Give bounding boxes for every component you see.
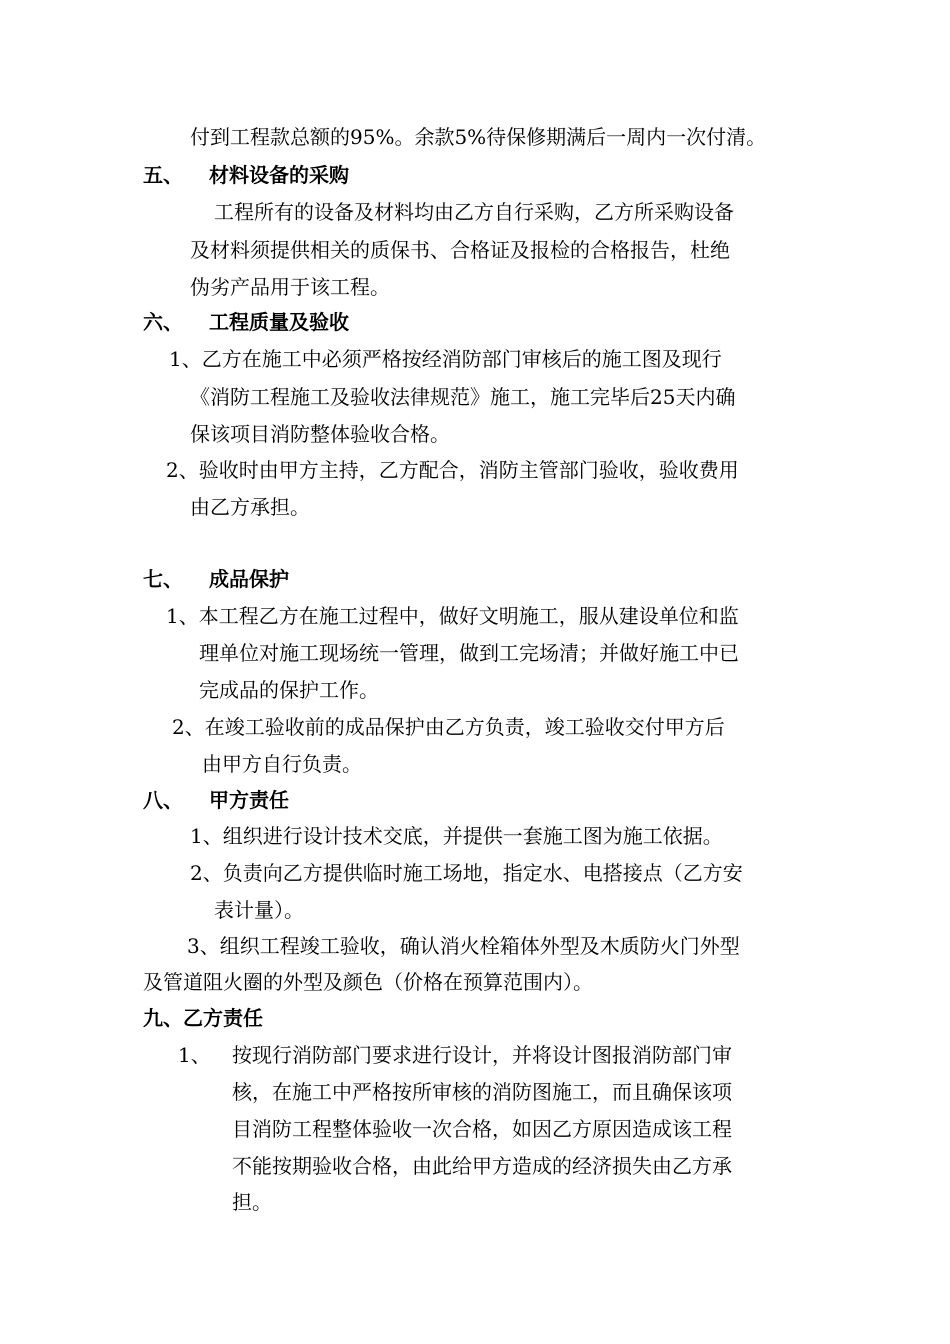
paragraph-line: 伪劣产品用于该工程。 (190, 275, 390, 299)
list-item-line: 1、乙方在施工中必须严格按经消防部门审核后的施工图及现行 (169, 347, 722, 371)
list-item-line: 理单位对施工现场统一管理，做到工完场清；并做好施工中已 (199, 641, 739, 665)
section-heading-6 (143, 309, 349, 335)
section-number: 八、 (143, 788, 183, 812)
paragraph-line: 付到工程款总额的95%。余款5%待保修期满后一周内一次付清。 (190, 125, 767, 149)
list-item-line: 由乙方承担。 (190, 495, 310, 519)
list-item-line: 1、本工程乙方在施工过程中，做好文明施工，服从建设单位和监 (166, 604, 739, 628)
list-item-line: 不能按期验收合格，由此给甲方造成的经济损失由乙方承 (232, 1154, 732, 1178)
paragraph-line: 工程所有的设备及材料均由乙方自行采购，乙方所采购设备 (214, 200, 734, 224)
section-title: 工程质量及验收 (209, 310, 349, 334)
list-item-line: 及管道阻火圈的外型及颜色（价格在预算范围内）。 (143, 970, 593, 994)
list-item-line: 2、验收时由甲方主持，乙方配合，消防主管部门验收，验收费用 (166, 458, 739, 482)
list-item-line: 3、组织工程竣工验收，确认消火栓箱体外型及木质防火门外型 (187, 934, 740, 958)
section-number: 五、 (143, 163, 183, 187)
section-title: 材料设备的采购 (209, 163, 349, 187)
section-number: 七、 (143, 567, 183, 591)
section-heading-5 (143, 162, 349, 188)
list-item-line: 表计量）。 (214, 898, 304, 922)
section-number: 六、 (143, 310, 183, 334)
list-item-line: 《消防工程施工及验收法律规范》施工，施工完毕后25天内确 (190, 385, 736, 409)
list-item-line: 保该项目消防整体验收合格。 (190, 422, 450, 446)
section-number: 九、 (143, 1006, 183, 1030)
section-title: 乙方责任 (183, 1006, 263, 1030)
section-heading-8 (143, 787, 289, 813)
list-item-line: 担。 (232, 1190, 272, 1214)
list-item-line: 2、在竣工验收前的成品保护由乙方负责，竣工验收交付甲方后 (172, 715, 725, 739)
section-heading-7 (143, 566, 289, 592)
list-item-line: 核，在施工中严格按所审核的消防图施工，而且确保该项 (232, 1080, 732, 1104)
list-item-line: 2、负责向乙方提供临时施工场地，指定水、电搭接点（乙方安 (190, 861, 743, 885)
list-item-line: 由甲方自行负责。 (202, 752, 362, 776)
list-item-line: 1、组织进行设计技术交底，并提供一套施工图为施工依据。 (190, 824, 723, 848)
section-title: 甲方责任 (209, 788, 289, 812)
list-item-line: 按现行消防部门要求进行设计，并将设计图报消防部门审 (232, 1043, 732, 1067)
section-title: 成品保护 (209, 567, 289, 591)
section-heading-9 (143, 1005, 263, 1031)
list-item-number: 1、 (178, 1043, 211, 1067)
list-item-line: 目消防工程整体验收一次合格，如因乙方原因造成该工程 (232, 1117, 732, 1141)
list-item-line: 完成品的保护工作。 (199, 678, 379, 702)
paragraph-line: 及材料须提供相关的质保书、合格证及报检的合格报告，杜绝 (190, 238, 730, 262)
